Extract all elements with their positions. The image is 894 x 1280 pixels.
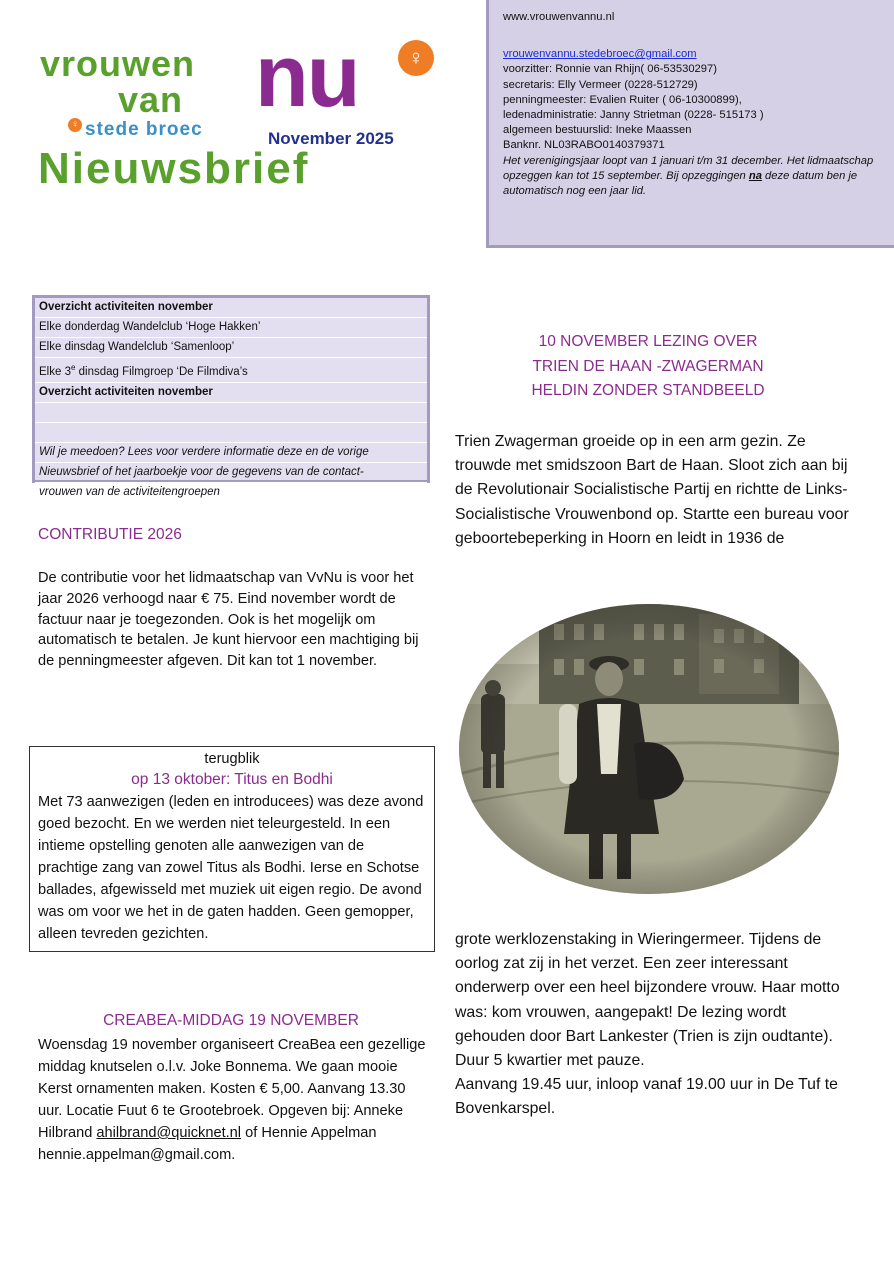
creabea-email-link[interactable]: ahilbrand@quicknet.nl (96, 1125, 242, 1141)
email-link[interactable]: vrouwenvannu.stedebroec@gmail.com (503, 48, 697, 61)
contact-line: penningmeester: Evalien Ruiter ( 06-10300899), (503, 93, 742, 106)
activity-item: Elke 3e dinsdag Filmgroep ‘De Filmdiva’s (35, 358, 427, 383)
website-text: www.vrouwenvannu.nl (503, 11, 615, 23)
contact-line: algemeen bestuurslid: Ineke Maassen (503, 124, 692, 137)
contact-line: secretaris: Elly Vermeer (0228-512729) (503, 78, 698, 91)
lezing-text-top: Trien Zwagerman groeide op in een arm gezin. Ze trouwde met smidszoon Bart de Haan. Sloot zich aan bij de Revolutionair Socialistische Partij en richtte de Links-Socialistische Vrouwenbond op. Startte een bureau voor geboortebeperking in Hoorn en leidt in 1936 de (455, 433, 849, 547)
contributie-heading: CONTRIBUTIE 2026 (38, 526, 182, 543)
terugblik-label: terugblik (204, 751, 260, 767)
contact-line: voorzitter: Ronnie van Rhijn( 06-53530297) (503, 63, 717, 76)
empty-row (35, 403, 427, 423)
terugblik-text: Met 73 aanwezigen (leden en introducees) was deze avond goed bezocht. En we werden niet teleurgesteld. In een intieme opstelling genoten alle aanwezigen van de prachtige zang van zowel Titus als Bodhi. Ierse en Schotse ballades, afgewisseld met muziek uit eigen regio. De avond was om voor we het in de gaten hadden. Geen gemopper, alleen tevreden gezichten. (38, 794, 424, 942)
logo-stede-broec: stede broec (85, 119, 203, 140)
activities-info: vrouwen van de activiteitengroepen (35, 483, 427, 503)
activities-info: Wil je meedoen? Lees voor verdere informatie deze en de vorige (35, 443, 427, 463)
contact-box (486, 0, 894, 248)
terugblik-heading: op 13 oktober: Titus en Bodhi (131, 771, 333, 788)
lezing-text-bottom: grote werklozenstaking in Wieringermeer. Tijdens de oorlog zat zij in het verzet. Een zeer interessant onderwerp over een heel bijzondere vrouw. Haar motto was: kom vrouwen, aangepakt! De lezing wordt gehouden door Bart Lankester (Trien is zijn oudtante). Duur 5 kwartier met pauze. Aanvang 19.45 uur, inloop vanaf 19.00 uur in De Tuf te Bovenkarspel. (455, 931, 840, 1118)
logo-nu: nu (255, 26, 359, 125)
activity-item: Elke dinsdag Wandelclub ‘Samenloop’ (35, 338, 427, 358)
activities-info: Nieuwsbrief of het jaarboekje voor de gegevens van de contact- (35, 463, 427, 483)
venus-small-icon: ♀ (68, 118, 82, 132)
creabea-heading: CREABEA-MIDDAG 19 NOVEMBER (103, 1012, 359, 1029)
activities-title: Overzicht activiteiten november (35, 298, 427, 318)
trien-photo (459, 604, 839, 894)
creabea-text: Woensdag 19 november organiseert CreaBea een gezellige middag knutselen o.l.v. Joke Bonnema. We gaan mooie Kerst ornamenten maken. Kosten € 5,00. Aanvang 13.30 uur. Locatie Fuut 6 te Grootebroek. Opgeven bij: Anneke Hilbrand ahilbrand@quicknet.nl of Hennie Appelman hennie.appelman@gmail.com. (38, 1037, 426, 1163)
membership-note: Het verenigingsjaar loopt van 1 januari t/m 31 december. Het lidmaatschap opzeggen kan tot 15 september. Bij opzeggingen na deze datum ben je automatisch nog een jaar lid. (503, 154, 874, 198)
venus-icon: ♀ (398, 40, 434, 76)
lezing-heading: 10 NOVEMBER LEZING OVER TRIEN DE HAAN -ZWAGERMAN HELDIN ZONDER STANDBEELD (531, 333, 765, 399)
activity-item: Elke donderdag Wandelclub ‘Hoge Hakken’ (35, 318, 427, 338)
activities-title-repeat: Overzicht activiteiten november (35, 383, 427, 403)
contributie-text: De contributie voor het lidmaatschap van VvNu is voor het jaar 2026 verhoogd naar € 75. Eind november wordt de factuur naar je toegezonden. Ook is het mogelijk om automatisch te betalen. Je kunt hiervoor een machtiging bij de penningmeester afgeven. Dit kan tot 1 november. (38, 570, 419, 670)
logo-van: van (118, 79, 184, 120)
contact-line: Banknr. NL03RABO0140379371 (503, 139, 665, 152)
newsletter-title: Nieuwsbrief (38, 144, 310, 193)
contact-line: ledenadministratie: Janny Strietman (0228- 515173 ) (503, 109, 764, 122)
logo-vrouwen: vrouwen (40, 43, 196, 84)
empty-row (35, 423, 427, 443)
terugblik-box (29, 746, 435, 952)
activities-box (32, 295, 430, 498)
issue-month: November 2025 (268, 129, 394, 148)
